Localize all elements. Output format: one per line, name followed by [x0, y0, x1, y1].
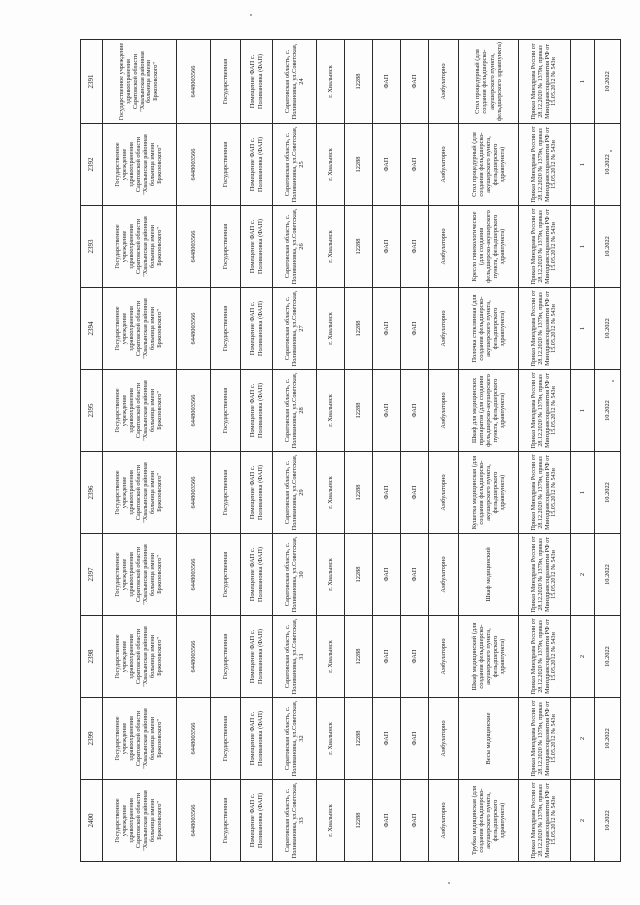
table-cell: 6448003566 [177, 534, 211, 616]
table-cell: Государственное учреждение здравоохранения Саратовской области "Хвалынская районная больница имени Бржозовского" [103, 124, 177, 206]
table-cell: 2 [571, 780, 595, 862]
table-cell: Приказ Минздрава России от 28.12.2020 № 1379н, приказ Минздравсоцразвития РФ от 15.05.2012 № 543н [519, 698, 571, 780]
table-cell: ФАП [373, 780, 401, 862]
table-cell: г. Хвалынск [317, 698, 345, 780]
table-cell: Государственное учреждение здравоохранения Саратовской области "Хвалынская районная больница имени Бржозовского" [103, 616, 177, 698]
table-cell: 6448003566 [177, 780, 211, 862]
table-cell: Государственное учреждение здравоохранения Саратовской области "Хвалынская районная больница имени Бржозовского" [103, 780, 177, 862]
table-cell: ФАП [401, 370, 429, 452]
table-row [345, 40, 373, 862]
table-cell: г. Хвалынск [317, 288, 345, 370]
table-cell: Стол процедурный (для создания фельдшерско-акушерского пункта, фельдшерского здравпункта) [459, 40, 519, 124]
table-cell: Приказ Минздрава России от 28.12.2020 № 1379н, приказ Минздравсоцразвития РФ от 15.05.2012 № 543н [519, 288, 571, 370]
table-row [103, 40, 177, 862]
table-cell: г. Хвалынск [317, 370, 345, 452]
table-cell: ФАП [373, 534, 401, 616]
table-cell: 2400 [81, 780, 103, 862]
table-cell: ФАП [401, 780, 429, 862]
table-cell: 1 [571, 124, 595, 206]
table-cell: Амбулаторно [429, 124, 459, 206]
table-cell: ФАП [373, 124, 401, 206]
table-cell: Весы медицинские [459, 698, 519, 780]
table-cell: 12288 [345, 206, 373, 288]
table-cell: Государственное учреждение здравоохранения Саратовской области "Хвалынская районная больница имени Бржозовского" [103, 370, 177, 452]
table-cell: Помещение ФАП с. Поливановка (ФАП) [241, 288, 273, 370]
table-cell: Государственная [211, 124, 241, 206]
table-cell: 12288 [345, 780, 373, 862]
table-row [459, 40, 519, 862]
scan-speck [610, 150, 612, 152]
table-cell: 6448003566 [177, 452, 211, 534]
table-cell: Саратовская область, с. Поливановка, ул.Советская, 32 [273, 698, 317, 780]
table-cell: Помещение ФАП с. Поливановка (ФАП) [241, 616, 273, 698]
table-cell: Полочка стеклянная (для создания фельдшерско-акушерского пункта, фельдшерского здравпункта) [459, 288, 519, 370]
table-cell: ФАП [401, 616, 429, 698]
table-cell: 2392 [81, 124, 103, 206]
table-row [519, 40, 571, 862]
table-cell: 10.2022 [595, 206, 621, 288]
scan-speck [250, 14, 252, 16]
table-cell: Амбулаторно [429, 206, 459, 288]
table-cell: ФАП [401, 124, 429, 206]
scan-speck [448, 882, 450, 884]
scan-speck [612, 380, 614, 382]
table-cell: Помещение ФАП с. Поливановка (ФАП) [241, 370, 273, 452]
table-cell: Государственная [211, 370, 241, 452]
table-cell: Саратовская область, с. Поливановка, ул.Советская, 27 [273, 288, 317, 370]
table-row [317, 40, 345, 862]
table-cell: ФАП [401, 452, 429, 534]
table-cell: Шкаф медицинский (для создания фельдшерско-акушерского пункта, фельдшерского здравпункта) [459, 616, 519, 698]
table-cell: 6448003566 [177, 124, 211, 206]
table-cell: Амбулаторно [429, 780, 459, 862]
table-row [81, 40, 103, 862]
table-cell: 1 [571, 40, 595, 124]
table-cell: Государственное учреждение здравоохранения Саратовской области "Хвалынская районная больница имени Бржозовского" [103, 40, 177, 124]
table-cell: Государственная [211, 534, 241, 616]
table-cell: Государственная [211, 206, 241, 288]
table-cell: 2398 [81, 616, 103, 698]
table-row [373, 40, 401, 862]
table-cell: Помещение ФАП с. Поливановка (ФАП) [241, 124, 273, 206]
table-cell: 6448003566 [177, 288, 211, 370]
equipment-register-table [80, 39, 621, 862]
table-cell: г. Хвалынск [317, 780, 345, 862]
table-cell: 6448003566 [177, 206, 211, 288]
table-cell: Государственная [211, 780, 241, 862]
table-cell: 10.2022 [595, 616, 621, 698]
table-cell: 2393 [81, 206, 103, 288]
table-cell: Трубка медицинская (для создания фельдшерско-акушерского пункта, фельдшерского здравпункта) [459, 780, 519, 862]
table-cell: 10.2022 [595, 534, 621, 616]
table-cell: 6448003566 [177, 616, 211, 698]
table-cell: 1 [571, 370, 595, 452]
table-cell: 12288 [345, 370, 373, 452]
table-cell: Кресло гинекологическое (для создания фельдшерско-акушерского пункта, фельдшерского здравпункта) [459, 206, 519, 288]
table-cell: Помещение ФАП с. Поливановка (ФАП) [241, 534, 273, 616]
table-cell: Стол процедурный (для создания фельдшерско-акушерского пункта, фельдшерского здравпункта) [459, 124, 519, 206]
table-cell: 1 [571, 452, 595, 534]
table-cell: Помещение ФАП с. Поливановка (ФАП) [241, 206, 273, 288]
table-row [177, 40, 211, 862]
table-cell: г. Хвалынск [317, 452, 345, 534]
table-cell: Амбулаторно [429, 698, 459, 780]
table-cell: 6448003566 [177, 370, 211, 452]
table-cell: Государственная [211, 288, 241, 370]
table-cell: Приказ Минздрава России от 28.12.2020 № 1379н, приказ Минздравсоцразвития РФ от 15.05.2012 № 543н [519, 452, 571, 534]
table-row [571, 40, 595, 862]
table-cell: ФАП [373, 616, 401, 698]
table-cell: Кушетка медицинская (для создания фельдшерско-акушерского пункта, фельдшерского здравпункта) [459, 452, 519, 534]
table-cell: Саратовская область, с. Поливановка, ул.Советская, 26 [273, 206, 317, 288]
table-cell: Государственное учреждение здравоохранения Саратовской области "Хвалынская районная больница имени Бржозовского" [103, 288, 177, 370]
table-cell: ФАП [401, 698, 429, 780]
table-cell: Государственное учреждение здравоохранения Саратовской области "Хвалынская районная больница имени Бржозовского" [103, 534, 177, 616]
table-row [595, 40, 621, 862]
table-cell: г. Хвалынск [317, 616, 345, 698]
table-cell: Амбулаторно [429, 534, 459, 616]
table-cell: Амбулаторно [429, 40, 459, 124]
table-cell: 12288 [345, 452, 373, 534]
table-cell: Амбулаторно [429, 616, 459, 698]
table-cell: 2394 [81, 288, 103, 370]
table-cell: Государственная [211, 616, 241, 698]
table-cell: Приказ Минздрава России от 28.12.2020 № 1379н, приказ Минздравсоцразвития РФ от 15.05.2012 № 543н [519, 206, 571, 288]
table-body [81, 40, 621, 862]
table-cell: ФАП [373, 40, 401, 124]
table-cell: 10.2022 [595, 288, 621, 370]
table-cell: 2396 [81, 452, 103, 534]
table-cell: 2397 [81, 534, 103, 616]
table-cell: Помещение ФАП с. Поливановка (ФАП) [241, 698, 273, 780]
table-cell: 10.2022 [595, 40, 621, 124]
table-cell: Приказ Минздрава России от 28.12.2020 № 1379н, приказ Минздравсоцразвития РФ от 15.05.2012 № 543н [519, 40, 571, 124]
table-cell: 1 [571, 206, 595, 288]
table-cell: г. Хвалынск [317, 124, 345, 206]
table-cell: 6448003566 [177, 698, 211, 780]
table-cell: ФАП [373, 452, 401, 534]
table-cell: 10.2022 [595, 698, 621, 780]
table-cell: ФАП [373, 206, 401, 288]
table-cell: Помещение ФАП с. Поливановка (ФАП) [241, 780, 273, 862]
table-cell: Приказ Минздрава России от 28.12.2020 № 1379н, приказ Минздравсоцразвития РФ от 15.05.2012 № 543н [519, 534, 571, 616]
table-cell: Приказ Минздрава России от 28.12.2020 № 1379н, приказ Минздравсоцразвития РФ от 15.05.2012 № 543н [519, 370, 571, 452]
table-cell: 10.2022 [595, 780, 621, 862]
table-cell: Саратовская область, с. Поливановка, ул.Советская, 25 [273, 124, 317, 206]
table-cell: 2391 [81, 40, 103, 124]
table-cell: ФАП [401, 288, 429, 370]
table-cell: Помещение ФАП с. Поливановка (ФАП) [241, 452, 273, 534]
table-cell: 2399 [81, 698, 103, 780]
table-row [429, 40, 459, 862]
table-cell: 2395 [81, 370, 103, 452]
table-row [273, 40, 317, 862]
table-cell: Помещение ФАП с. Поливановка (ФАП) [241, 40, 273, 124]
table-cell: Приказ Минздрава России от 28.12.2020 № 1379н, приказ Минздравсоцразвития РФ от 15.05.2012 № 543н [519, 124, 571, 206]
table-cell: Приказ Минздрава России от 28.12.2020 № 1379н, приказ Минздравсоцразвития РФ от 15.05.2012 № 543н [519, 780, 571, 862]
table-cell: 6448003566 [177, 40, 211, 124]
table-cell: 12288 [345, 698, 373, 780]
table-cell: Саратовская область, с. Поливановка, ул.Советская, 33 [273, 780, 317, 862]
table-cell: Шкаф для медицинских препаратов (для создания фельдшерско-акушерского пункта, фельдшерского здравпункта) [459, 370, 519, 452]
table-cell: Амбулаторно [429, 288, 459, 370]
table-cell: Амбулаторно [429, 370, 459, 452]
table-cell: 2 [571, 616, 595, 698]
table-cell: Государственная [211, 40, 241, 124]
table-cell: 12288 [345, 534, 373, 616]
table-cell: 10.2022 [595, 452, 621, 534]
table-cell: Саратовская область, с. Поливановка, ул.Советская, 29 [273, 452, 317, 534]
table-cell: ФАП [373, 370, 401, 452]
table-cell: ФАП [401, 534, 429, 616]
table-cell: 1 [571, 288, 595, 370]
table-cell: Саратовская область, с. Поливановка, ул.Советская, 30 [273, 534, 317, 616]
table-cell: Государственное учреждение здравоохранения Саратовской области "Хвалынская районная больница имени Бржозовского" [103, 698, 177, 780]
table-cell: Саратовская область, с. Поливановка, ул.Советская, 24 [273, 40, 317, 124]
table-row [241, 40, 273, 862]
table-cell: г. Хвалынск [317, 40, 345, 124]
table-cell: Саратовская область, с. Поливановка, ул.Советская, 31 [273, 616, 317, 698]
table-cell: 12288 [345, 616, 373, 698]
table-cell: ФАП [401, 40, 429, 124]
table-row [401, 40, 429, 862]
table-cell: 10.2022 [595, 370, 621, 452]
table-cell: Приказ Минздрава России от 28.12.2020 № 1379н, приказ Минздравсоцразвития РФ от 15.05.2012 № 543н [519, 616, 571, 698]
table-cell: ФАП [373, 698, 401, 780]
table-cell: Шкаф медицинский [459, 534, 519, 616]
table-cell: Саратовская область, с. Поливановка, ул.Советская, 28 [273, 370, 317, 452]
table-cell: ФАП [401, 206, 429, 288]
table-cell: Государственная [211, 452, 241, 534]
table-cell: 10.2022 [595, 124, 621, 206]
table-cell: 12288 [345, 124, 373, 206]
table-cell: Государственная [211, 698, 241, 780]
table-cell: 2 [571, 698, 595, 780]
table-cell: Амбулаторно [429, 452, 459, 534]
table-cell: 12288 [345, 288, 373, 370]
table-cell: Государственное учреждение здравоохранения Саратовской области "Хвалынская районная больница имени Бржозовского" [103, 206, 177, 288]
table-cell: 12288 [345, 40, 373, 124]
table-row [211, 40, 241, 862]
table-cell: г. Хвалынск [317, 534, 345, 616]
table-cell: Государственное учреждение здравоохранения Саратовской области "Хвалынская районная больница имени Бржозовского" [103, 452, 177, 534]
table-cell: ФАП [373, 288, 401, 370]
rotated-table-wrapper [80, 40, 611, 862]
table-cell: 2 [571, 534, 595, 616]
table-cell: г. Хвалынск [317, 206, 345, 288]
